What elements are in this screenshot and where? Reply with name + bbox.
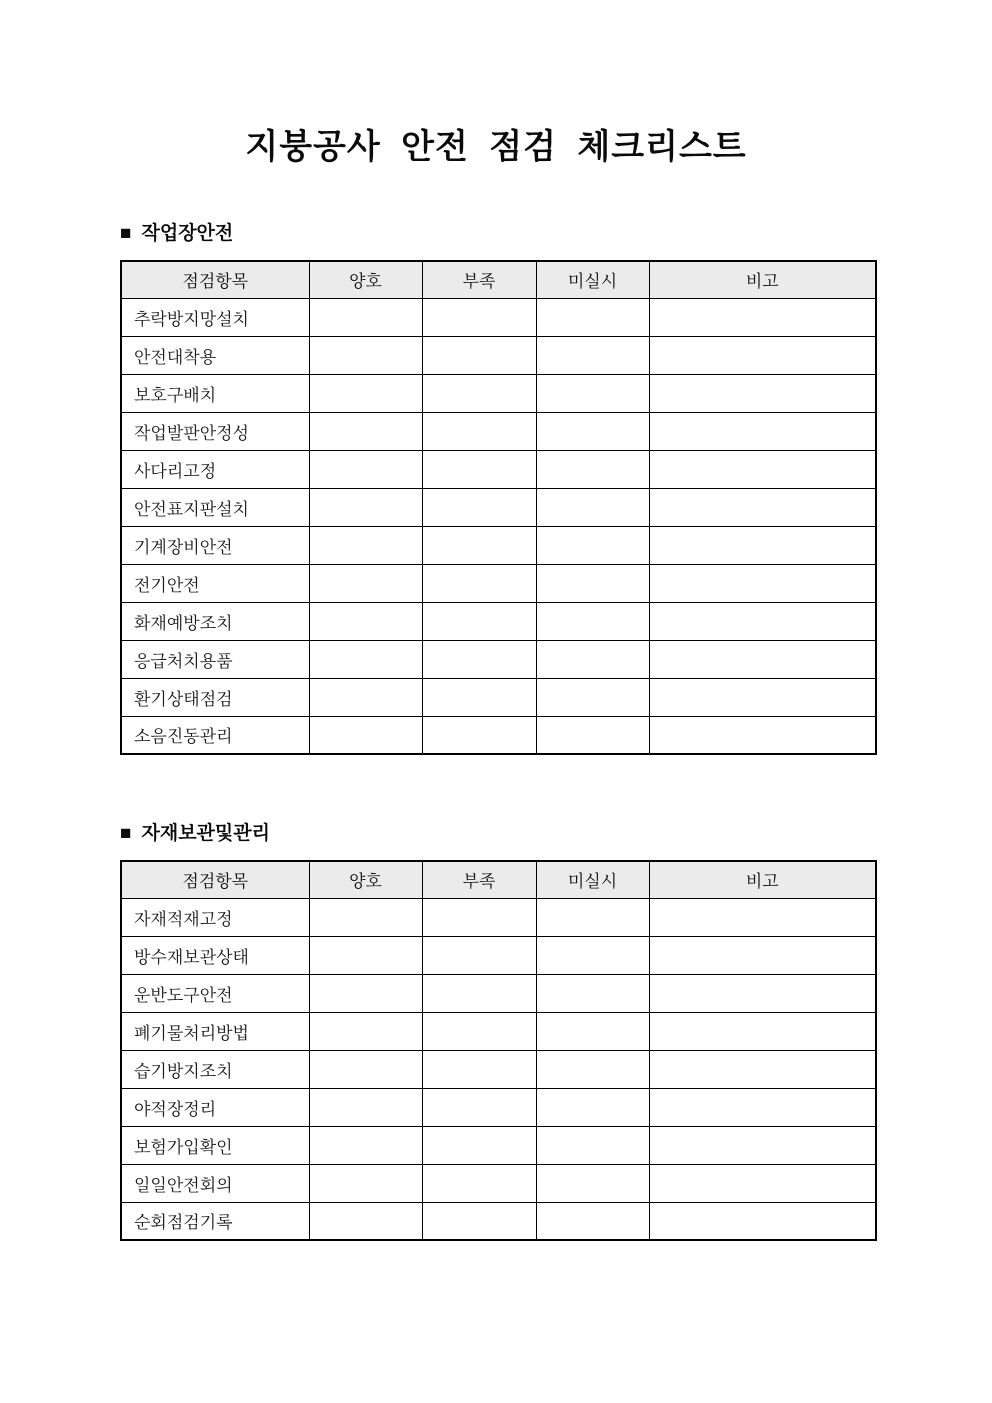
table-header-cell: 비고	[649, 261, 876, 298]
mark-cell	[422, 602, 536, 640]
mark-cell	[309, 298, 422, 336]
table-row	[121, 1088, 876, 1126]
item-label-cell: 기계장비안전	[121, 526, 309, 564]
mark-cell	[422, 412, 536, 450]
mark-cell	[309, 716, 422, 754]
mark-cell	[309, 1164, 422, 1202]
mark-cell	[536, 678, 649, 716]
mark-cell	[309, 412, 422, 450]
mark-cell	[536, 298, 649, 336]
section-heading-material-storage	[120, 821, 875, 847]
page-title: 지붕공사 안전 점검 체크리스트	[245, 128, 747, 166]
item-label-cell: 폐기물처리방법	[121, 1012, 309, 1050]
mark-cell	[309, 488, 422, 526]
table-header-cell: 양호	[309, 861, 422, 898]
mark-cell	[649, 1088, 876, 1126]
mark-cell	[422, 1050, 536, 1088]
item-label-cell: 습기방지조치	[121, 1050, 309, 1088]
table-row	[121, 716, 876, 754]
mark-cell	[649, 526, 876, 564]
item-label-cell: 일일안전회의	[121, 1164, 309, 1202]
mark-cell	[309, 450, 422, 488]
item-label-cell: 보호구배치	[121, 374, 309, 412]
mark-cell	[649, 298, 876, 336]
item-label-cell: 안전대착용	[121, 336, 309, 374]
mark-cell	[309, 336, 422, 374]
mark-cell	[536, 1202, 649, 1240]
table-row	[121, 1202, 876, 1240]
table-header-row	[121, 861, 876, 898]
mark-cell	[649, 1202, 876, 1240]
item-label-cell: 작업발판안정성	[121, 412, 309, 450]
mark-cell	[649, 640, 876, 678]
table-row	[121, 640, 876, 678]
mark-cell	[422, 336, 536, 374]
item-label-cell: 자재적재고정	[121, 898, 309, 936]
item-label-cell: 보험가입확인	[121, 1126, 309, 1164]
mark-cell	[422, 298, 536, 336]
mark-cell	[309, 1088, 422, 1126]
mark-cell	[422, 488, 536, 526]
mark-cell	[536, 412, 649, 450]
section-heading-label: 작업장안전	[141, 223, 234, 244]
mark-cell	[422, 1088, 536, 1126]
item-label-cell: 안전표지판설치	[121, 488, 309, 526]
item-label-cell: 전기안전	[121, 564, 309, 602]
mark-cell	[649, 974, 876, 1012]
mark-cell	[536, 488, 649, 526]
mark-cell	[536, 1088, 649, 1126]
mark-cell	[422, 974, 536, 1012]
item-label-cell: 화재예방조치	[121, 602, 309, 640]
workplace-safety-checklist-table	[120, 260, 877, 755]
mark-cell	[422, 640, 536, 678]
item-label-cell: 야적장정리	[121, 1088, 309, 1126]
mark-cell	[422, 898, 536, 936]
mark-cell	[309, 974, 422, 1012]
table-header-cell: 점검항목	[121, 261, 309, 298]
mark-cell	[536, 336, 649, 374]
item-label-cell: 방수재보관상태	[121, 936, 309, 974]
table-row	[121, 936, 876, 974]
item-label-cell: 운반도구안전	[121, 974, 309, 1012]
mark-cell	[649, 1012, 876, 1050]
mark-cell	[422, 526, 536, 564]
mark-cell	[536, 1126, 649, 1164]
mark-cell	[649, 1126, 876, 1164]
mark-cell	[309, 1126, 422, 1164]
table-row	[121, 564, 876, 602]
table-row	[121, 526, 876, 564]
mark-cell	[422, 678, 536, 716]
page-content	[120, 221, 875, 1241]
mark-cell	[536, 374, 649, 412]
mark-cell	[649, 678, 876, 716]
mark-cell	[649, 374, 876, 412]
mark-cell	[536, 602, 649, 640]
table-row	[121, 1050, 876, 1088]
mark-cell	[309, 602, 422, 640]
mark-cell	[649, 716, 876, 754]
mark-cell	[536, 936, 649, 974]
mark-cell	[309, 678, 422, 716]
mark-cell	[649, 602, 876, 640]
mark-cell	[422, 1202, 536, 1240]
table-header-cell: 비고	[649, 861, 876, 898]
mark-cell	[422, 374, 536, 412]
mark-cell	[422, 564, 536, 602]
item-label-cell: 사다리고정	[121, 450, 309, 488]
mark-cell	[536, 1012, 649, 1050]
mark-cell	[536, 526, 649, 564]
table-row	[121, 602, 876, 640]
mark-cell	[536, 1164, 649, 1202]
mark-cell	[649, 336, 876, 374]
mark-cell	[309, 936, 422, 974]
table-row	[121, 1164, 876, 1202]
table-row	[121, 374, 876, 412]
mark-cell	[309, 640, 422, 678]
table-row	[121, 450, 876, 488]
mark-cell	[536, 564, 649, 602]
item-label-cell: 순회점검기록	[121, 1202, 309, 1240]
item-label-cell: 응급처치용품	[121, 640, 309, 678]
item-label-cell: 소음진동관리	[121, 716, 309, 754]
table-row	[121, 336, 876, 374]
mark-cell	[309, 526, 422, 564]
table-row	[121, 488, 876, 526]
mark-cell	[536, 974, 649, 1012]
table-row	[121, 1126, 876, 1164]
mark-cell	[649, 1050, 876, 1088]
mark-cell	[422, 450, 536, 488]
material-storage-checklist-table	[120, 860, 877, 1241]
mark-cell	[649, 488, 876, 526]
mark-cell	[649, 936, 876, 974]
square-bullet-icon: ■	[120, 223, 132, 244]
item-label-cell: 환기상태점검	[121, 678, 309, 716]
item-label-cell: 추락방지망설치	[121, 298, 309, 336]
mark-cell	[309, 374, 422, 412]
table-header-cell: 부족	[422, 861, 536, 898]
mark-cell	[422, 716, 536, 754]
table-row	[121, 412, 876, 450]
mark-cell	[649, 564, 876, 602]
mark-cell	[309, 1050, 422, 1088]
table-row	[121, 898, 876, 936]
table-header-cell: 양호	[309, 261, 422, 298]
mark-cell	[309, 1202, 422, 1240]
table-row	[121, 298, 876, 336]
mark-cell	[649, 898, 876, 936]
table-row	[121, 1012, 876, 1050]
table-header-cell: 점검항목	[121, 861, 309, 898]
mark-cell	[649, 412, 876, 450]
mark-cell	[649, 450, 876, 488]
table-header-row	[121, 261, 876, 298]
mark-cell	[309, 564, 422, 602]
mark-cell	[422, 1164, 536, 1202]
mark-cell	[309, 898, 422, 936]
mark-cell	[422, 1012, 536, 1050]
mark-cell	[536, 1050, 649, 1088]
square-bullet-icon: ■	[120, 823, 132, 844]
mark-cell	[536, 716, 649, 754]
table-row	[121, 678, 876, 716]
mark-cell	[649, 1164, 876, 1202]
table-row	[121, 974, 876, 1012]
mark-cell	[536, 640, 649, 678]
section-heading-label: 자재보관및관리	[141, 823, 270, 844]
mark-cell	[536, 450, 649, 488]
mark-cell	[422, 936, 536, 974]
mark-cell	[422, 1126, 536, 1164]
section-heading-workplace-safety	[120, 221, 875, 247]
mark-cell	[536, 898, 649, 936]
table-header-cell: 미실시	[536, 261, 649, 298]
table-header-cell: 부족	[422, 261, 536, 298]
table-header-cell: 미실시	[536, 861, 649, 898]
mark-cell	[309, 1012, 422, 1050]
